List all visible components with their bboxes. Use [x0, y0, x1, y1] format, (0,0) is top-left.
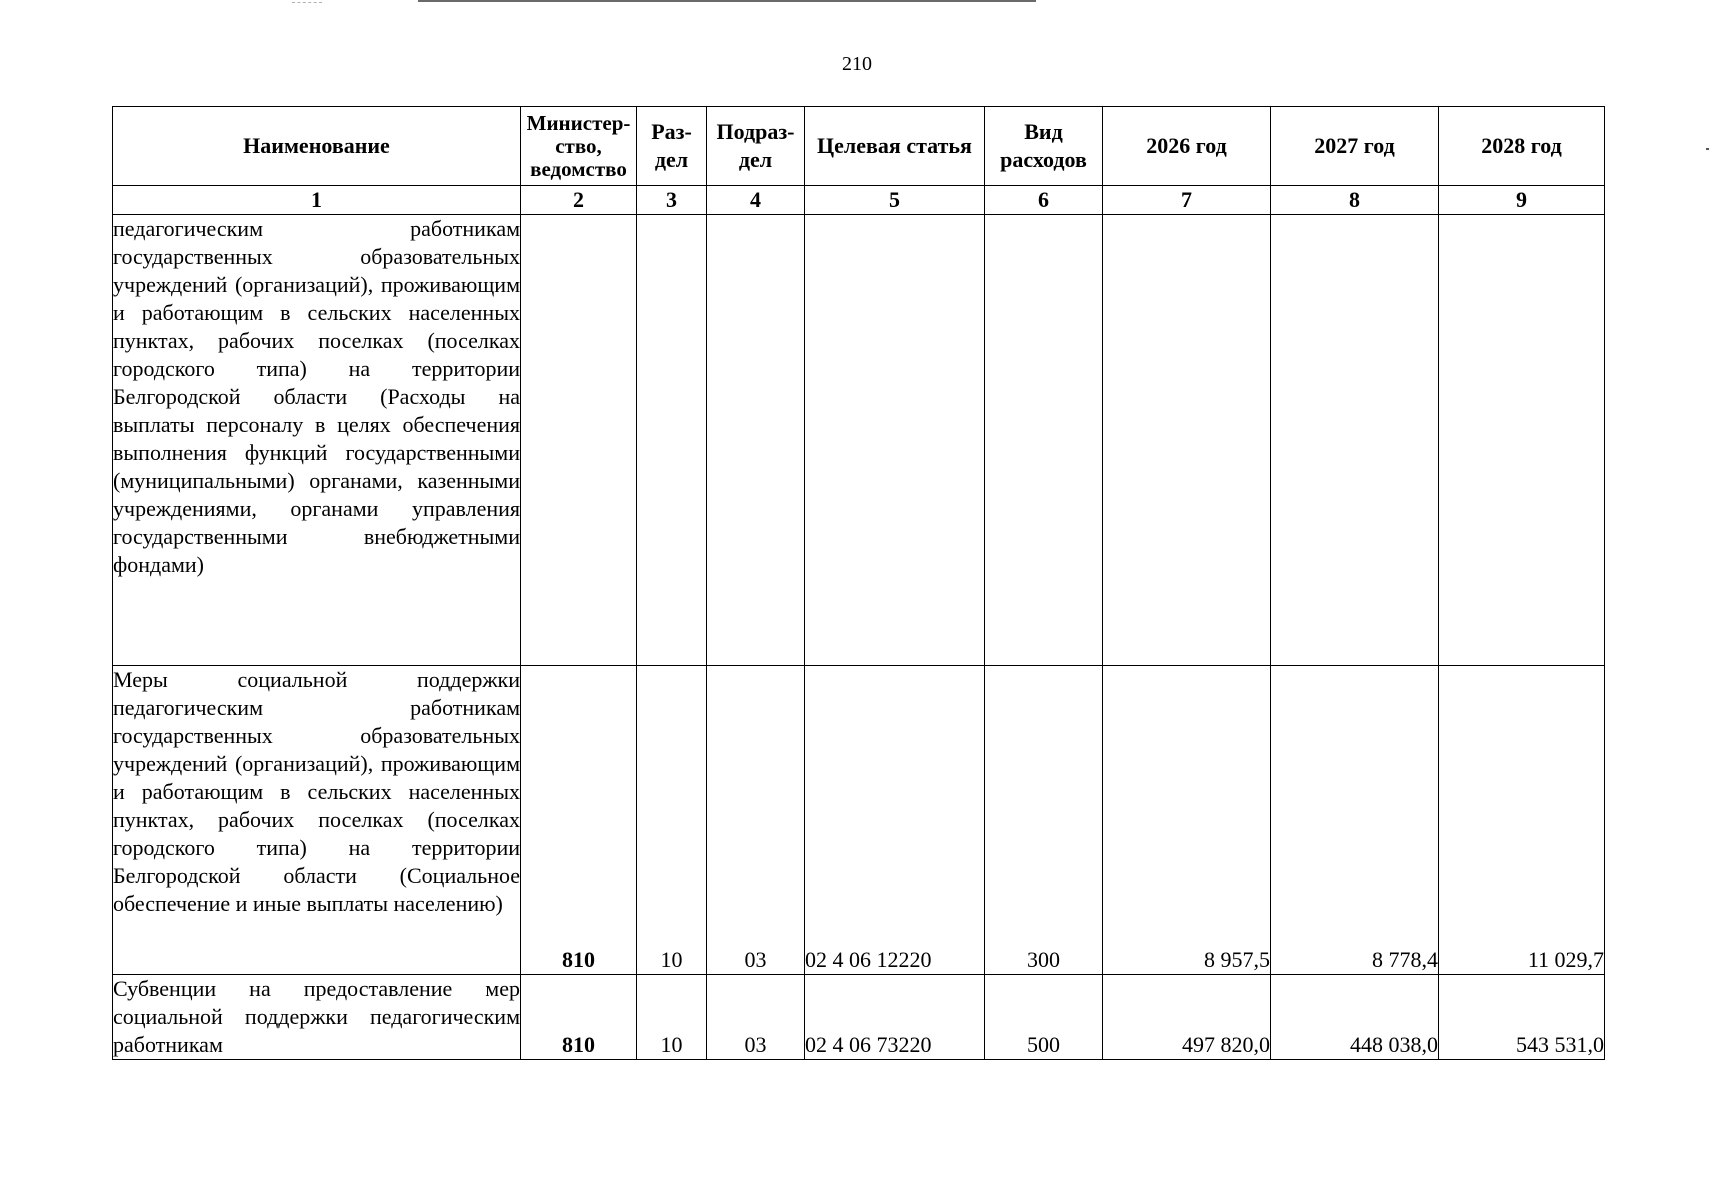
- row-target: [805, 215, 985, 666]
- column-number: 9: [1439, 186, 1605, 215]
- row-amount-2026: 8 957,5: [1103, 666, 1271, 975]
- header-year-2027: 2027 год: [1271, 107, 1439, 186]
- row-amount-2028: 543 531,0: [1439, 975, 1605, 1060]
- page-number: 210: [842, 53, 872, 75]
- row-expense-type: 300: [985, 666, 1103, 975]
- row-name: Субвенции на предоставление мер социальной поддержки педагогическим работникам: [113, 975, 521, 1060]
- row-amount-2026: [1103, 215, 1271, 666]
- row-ministry: [521, 215, 637, 666]
- row-target: 02 4 06 73220: [805, 975, 985, 1060]
- row-amount-2028: [1439, 215, 1605, 666]
- header-row: [113, 107, 1605, 186]
- row-expense-type: 500: [985, 975, 1103, 1060]
- row-ministry: 810: [521, 666, 637, 975]
- row-subsection: 03: [707, 666, 805, 975]
- column-number: 2: [521, 186, 637, 215]
- column-number: 1: [113, 186, 521, 215]
- row-target: 02 4 06 12220: [805, 666, 985, 975]
- column-number: 3: [637, 186, 707, 215]
- row-section: 10: [637, 666, 707, 975]
- table-row: [113, 666, 1605, 975]
- column-number: 4: [707, 186, 805, 215]
- row-amount-2027: [1271, 215, 1439, 666]
- header-target: Целевая статья: [805, 107, 985, 186]
- header-ministry: Министер-ство, ведомство: [521, 107, 637, 186]
- column-number: 8: [1271, 186, 1439, 215]
- row-ministry: 810: [521, 975, 637, 1060]
- header-name: Наименование: [113, 107, 521, 186]
- top-scan-rule: [418, 0, 1036, 2]
- budget-table: [112, 106, 1605, 1060]
- row-amount-2028: 11 029,7: [1439, 666, 1605, 975]
- header-section: Раз-дел: [637, 107, 707, 186]
- row-name: педагогическим работникам государственных образовательных учреждений (организаций), проживающим и работающим в сельских населенных пунктах, рабочих поселках (поселках городского типа) на территории Белгородской области (Расходы на выплаты персоналу в целях обеспечения выполнения функций государственными (муниципальными) органами, казенными учреждениями, органами управления государственными внебюджетными фондами): [113, 215, 521, 666]
- header-expense-type: Вид расходов: [985, 107, 1103, 186]
- row-amount-2026: 497 820,0: [1103, 975, 1271, 1060]
- side-scan-mark: [1706, 148, 1709, 150]
- header-subsection: Подраз-дел: [707, 107, 805, 186]
- column-number-row: [113, 186, 1605, 215]
- row-section: [637, 215, 707, 666]
- row-section: 10: [637, 975, 707, 1060]
- row-subsection: 03: [707, 975, 805, 1060]
- column-number: 6: [985, 186, 1103, 215]
- header-year-2026: 2026 год: [1103, 107, 1271, 186]
- row-amount-2027: 8 778,4: [1271, 666, 1439, 975]
- row-name: Меры социальной поддержки педагогическим работникам государственных образовательных учреждений (организаций), проживающим и работающим в сельских населенных пунктах, рабочих поселках (поселках городского типа) на территории Белгородской области (Социальное обеспечение и иные выплаты населению): [113, 666, 521, 975]
- column-number: 7: [1103, 186, 1271, 215]
- table-row: [113, 215, 1605, 666]
- column-number: 5: [805, 186, 985, 215]
- row-subsection: [707, 215, 805, 666]
- top-scan-marks: [292, 2, 322, 5]
- row-amount-2027: 448 038,0: [1271, 975, 1439, 1060]
- table-row: [113, 975, 1605, 1060]
- row-expense-type: [985, 215, 1103, 666]
- header-year-2028: 2028 год: [1439, 107, 1605, 186]
